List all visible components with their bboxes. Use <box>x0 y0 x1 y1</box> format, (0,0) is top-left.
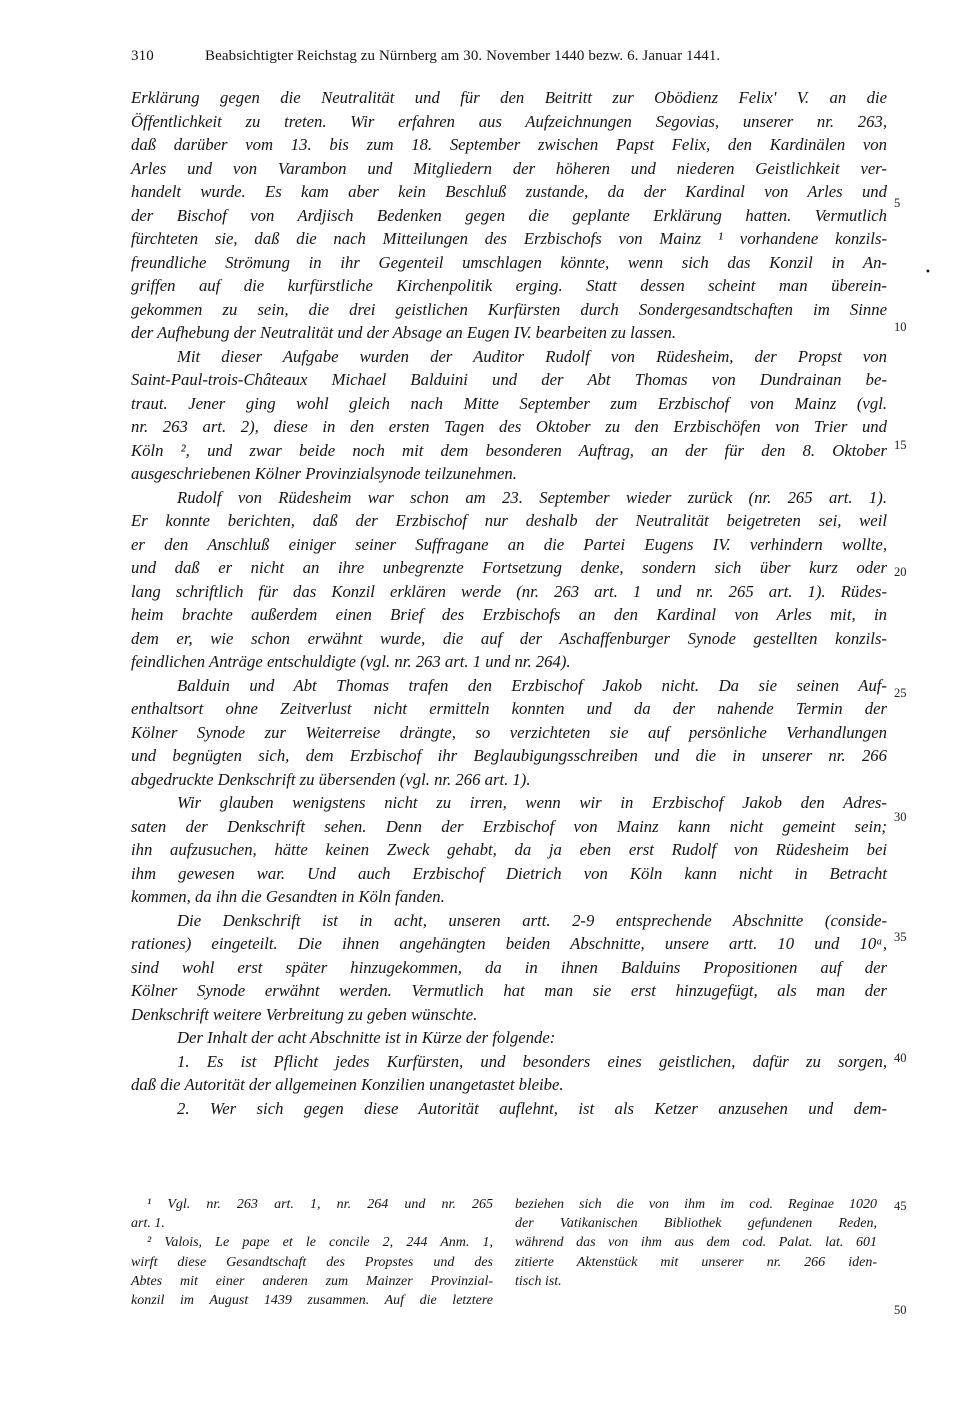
text-line: ihn aufzusuchen, hätte keinen Zweck gehabt, da ja eben erst Rudolf von Rüdesheim bei <box>131 840 887 859</box>
running-header <box>131 48 891 65</box>
text-line: Balduin und Abt Thomas trafen den Erzbischof Jakob nicht. Da sie seinen Auf- <box>177 675 887 695</box>
line-number: 30 <box>894 810 907 824</box>
line-number: 15 <box>894 438 907 452</box>
footnote-line: art. 1. <box>131 1216 165 1232</box>
page-number: 310 <box>131 48 154 64</box>
footnote-line: ² Valois, Le pape et le concile 2, 244 Anm. 1, <box>147 1235 493 1251</box>
margin-dot: • <box>925 267 931 278</box>
text-line: Rudolf von Rüdesheim war schon am 23. September wieder zurück (nr. 265 art. 1). <box>177 487 887 507</box>
text-line: daß die Autorität der allgemeinen Konzilien unangetastet bleibe. <box>131 1075 564 1094</box>
text-line: griffen auf die kurfürstliche Kirchenpolitik erging. Statt dessen scheint man überein- <box>131 276 887 295</box>
text-line: Köln ², und zwar beide noch mit dem besonderen Auftrag, an der für den 8. Oktober <box>131 440 887 460</box>
text-line: der Bischof von Ardjisch Bedenken gegen die geplante Erklärung hatten. Vermutlich <box>131 205 887 225</box>
text-line: 1. Es ist Pflicht jedes Kurfürsten, und besonders eines geistlichen, dafür zu sorgen, <box>177 1051 887 1071</box>
text-line: kommen, da ihn die Gesandten in Köln fanden. <box>131 887 445 906</box>
footnotes-right-column <box>515 1195 877 1291</box>
text-line: Der Inhalt der acht Abschnitte ist in Kürze der folgende: <box>177 1028 556 1047</box>
line-number: 45 <box>894 1199 907 1213</box>
text-line: Die Denkschrift ist in acht, unseren artt. 2-9 entsprechende Abschnitte (conside- <box>177 910 887 930</box>
text-line: Denkschrift weitere Verbreitung zu geben wünschte. <box>131 1004 478 1024</box>
text-line: Mit dieser Aufgabe wurden der Auditor Rudolf von Rüdesheim, der Propst von <box>177 346 887 366</box>
line-number: 50 <box>894 1303 907 1317</box>
text-line: und daß er nicht an ihre unbegrenzte Fortsetzung denke, sondern sich über kurz oder <box>131 558 887 577</box>
text-line: und begnügten sich, dem Erzbischof ihr Beglaubigungsschreiben und die in unserer nr. 266 <box>131 746 887 765</box>
line-number: 35 <box>894 930 907 944</box>
text-line: daß darüber vom 13. bis zum 18. September zwischen Papst Felix, den Kardinälen von <box>131 135 887 154</box>
footnote-line: Abtes mit einer anderen zum Mainzer Provinzial- <box>131 1273 493 1289</box>
footnote-line: wirft diese Gesandtschaft des Propstes und des <box>131 1254 493 1270</box>
text-line: nr. 263 art. 2), diese in den ersten Tagen des Oktober zu den Erzbischöfen von Trier und <box>131 417 887 436</box>
footnote-line: tisch ist. <box>515 1273 562 1289</box>
text-line: Arles und von Varambon und Mitgliedern der höheren und niederen Geistlichkeit ver- <box>131 158 887 178</box>
line-number: 10 <box>894 320 907 334</box>
main-text <box>131 86 887 1120</box>
footnote-line: während das von ihm aus dem cod. Palat. lat. 601 <box>515 1235 877 1251</box>
footnote-line: beziehen sich die von ihm im cod. Reginae 1020 <box>515 1197 877 1212</box>
text-line: lang schriftlich für das Konzil erklären werde (nr. 263 art. 1 und nr. 265 art. 1). Rüdes- <box>131 581 887 601</box>
text-line: er den Anschluß einiger seiner Suffragane an die Partei Eugens IV. verhindern wollte, <box>131 534 887 554</box>
text-line: abgedruckte Denkschrift zu übersenden (vgl. nr. 266 art. 1). <box>131 769 531 789</box>
text-line: Öffentlichkeit zu treten. Wir erfahren aus Aufzeichnungen Segovias, unserer nr. 263, <box>131 111 887 131</box>
text-line: freundliche Strömung in ihr Gegenteil umschlagen könnte, wenn sich das Konzil in An- <box>131 252 887 272</box>
line-number-margin <box>894 0 934 1409</box>
text-line: sind wohl erst später hinzugekommen, da in ihnen Balduins Propositionen auf der <box>131 957 887 977</box>
text-line: heim brachte außerdem einen Brief des Erzbischofs an den Kardinal von Arles mit, in <box>131 605 887 624</box>
text-line: rationes) eingeteilt. Die ihnen angehängten beiden Abschnitte, unsere artt. 10 und 10ᵃ, <box>131 934 887 953</box>
text-line: Kölner Synode erwähnt werden. Vermutlich hat man sie erst hinzugefügt, als man der <box>131 981 887 1000</box>
text-line: fürchteten sie, daß die nach Mitteilungen des Erzbischofs von Mainz ¹ vorhandene konzils- <box>131 229 887 248</box>
footnote-line: ¹ Vgl. nr. 263 art. 1, nr. 264 und nr. 265 <box>147 1197 493 1212</box>
text-line: gekommen zu sein, die drei geistlichen Kurfürsten durch Sondergesandtschaften im Sinne <box>131 299 887 319</box>
text-line: Kölner Synode zur Weiterreise drängte, so verzichteten sie auf persönliche Verhandlungen <box>131 722 887 742</box>
footnote-line: konzil im August 1439 zusammen. Auf die letztere <box>131 1292 493 1308</box>
footnote-line: zitierte Aktenstück mit unserer nr. 266 iden- <box>515 1254 877 1270</box>
text-line: Saint-Paul-trois-Châteaux Michael Balduini und der Abt Thomas von Dundrainan be- <box>131 370 887 389</box>
text-line: saten der Denkschrift sehen. Denn der Erzbischof von Mainz kann nicht gemeint sein; <box>131 816 887 836</box>
footnote-line: der Vatikanischen Bibliothek gefundenen Reden, <box>515 1216 877 1232</box>
text-line: enthaltsort ohne Zeitverlust nicht ermitteln konnten und da der nahende Termin der <box>131 699 887 718</box>
text-line: dem er, wie schon erwähnt wurde, die auf der Aschaffenburger Synode gestellten konzils- <box>131 628 887 648</box>
line-number: 25 <box>894 686 907 700</box>
text-line: Er konnte berichten, daß der Erzbischof nur deshalb der Neutralität beigetreten sei, weil <box>131 511 887 530</box>
footnotes-left-column <box>131 1195 493 1310</box>
text-line: feindlichen Anträge entschuldigte (vgl. nr. 263 art. 1 und nr. 264). <box>131 652 571 671</box>
text-line: ihm gewesen war. Und auch Erzbischof Dietrich von Köln kann nicht in Betracht <box>131 863 887 883</box>
text-line: handelt wurde. Es kam aber kein Beschluß zustande, da der Kardinal von Arles und <box>131 182 887 201</box>
text-line: der Aufhebung der Neutralität und der Absage an Eugen IV. bearbeiten zu lassen. <box>131 323 677 342</box>
text-line: 2. Wer sich gegen diese Autorität auflehnt, ist als Ketzer anzusehen und dem- <box>177 1098 887 1118</box>
text-line: ausgeschriebenen Kölner Provinzialsynode teilzunehmen. <box>131 464 517 483</box>
line-number: 20 <box>894 565 907 579</box>
text-line: traut. Jener ging wohl gleich nach Mitte September zum Erzbischof von Mainz (vgl. <box>131 393 887 413</box>
running-title: Beabsichtigter Reichstag zu Nürnberg am 30. November 1440 bezw. 6. Januar 1441. <box>205 48 721 64</box>
line-number: 5 <box>894 196 901 210</box>
text-line: Erklärung gegen die Neutralität und für den Beitritt zur Obödienz Felix' V. an die <box>131 88 887 107</box>
line-number: 40 <box>894 1051 907 1065</box>
text-line: Wir glauben wenigstens nicht zu irren, wenn wir in Erzbischof Jakob den Adres- <box>177 793 887 812</box>
